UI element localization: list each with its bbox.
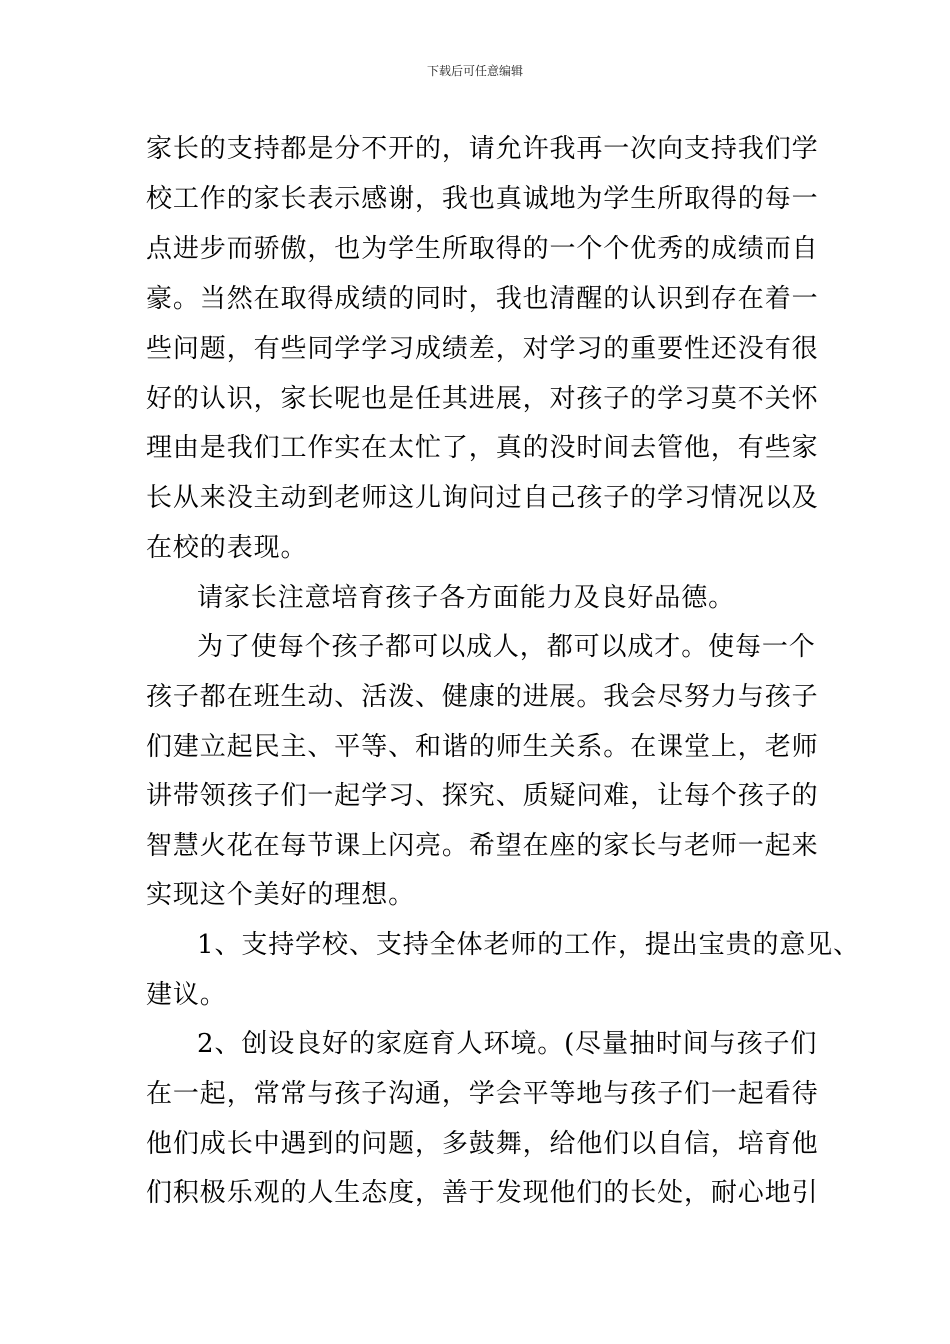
text-line: 请家长注意培育孩子各方面能力及良好品德。 xyxy=(197,583,736,613)
text-line: 校工作的家长表示感谢，我也真诚地为学生所取得的每一 xyxy=(146,184,819,214)
text-line: 2、创设良好的家庭育人环境。(尽量抽时间与孩子们 xyxy=(197,1029,818,1059)
text-line: 1、支持学校、支持全体老师的工作，提出宝贵的意见、 xyxy=(197,930,861,960)
text-line: 孩子都在班生动、活泼、健康的进展。我会尽努力与孩子 xyxy=(146,682,819,712)
text-line: 实现这个美好的理想。 xyxy=(146,880,416,910)
text-line: 长从来没主动到老师这儿询问过自己孩子的学习情况以及 xyxy=(146,483,819,513)
text-line: 好的认识，家长呢也是任其进展，对孩子的学习莫不关怀 xyxy=(146,384,819,414)
text-line: 们建立起民主、平等、和谐的师生关系。在课堂上，老师 xyxy=(146,732,819,762)
text-line: 理由是我们工作实在太忙了，真的没时间去管他，有些家 xyxy=(146,433,819,463)
text-line: 为了使每个孩子都可以成人，都可以成才。使每一个 xyxy=(197,632,816,662)
page-header: 下载后可任意编辑 xyxy=(426,64,523,78)
text-line: 智慧火花在每节课上闪亮。希望在座的家长与老师一起来 xyxy=(146,831,819,861)
text-line: 点进步而骄傲，也为学生所取得的一个个优秀的成绩而自 xyxy=(146,234,819,264)
text-line: 他们成长中遇到的问题，多鼓舞，给他们以自信，培育他 xyxy=(146,1129,819,1159)
text-line: 些问题，有些同学学习成绩差，对学习的重要性还没有很 xyxy=(146,334,819,364)
text-line: 豪。当然在取得成绩的同时，我也清醒的认识到存在着一 xyxy=(146,284,819,314)
text-line: 们积极乐观的人生态度，善于发现他们的长处，耐心地引 xyxy=(146,1178,819,1208)
text-line: 家长的支持都是分不开的，请允许我再一次向支持我们学 xyxy=(146,134,819,164)
text-line: 在一起，常常与孩子沟通，学会平等地与孩子们一起看待 xyxy=(146,1079,819,1109)
text-line: 在校的表现。 xyxy=(146,533,308,563)
text-line: 讲带领孩子们一起学习、探究、质疑问难，让每个孩子的 xyxy=(146,781,819,811)
text-line: 建议。 xyxy=(146,980,227,1010)
